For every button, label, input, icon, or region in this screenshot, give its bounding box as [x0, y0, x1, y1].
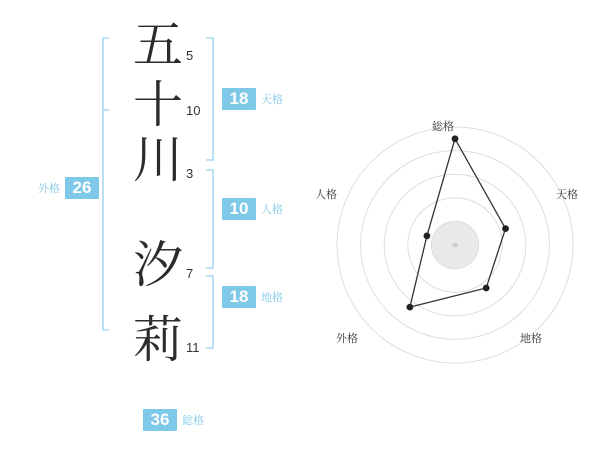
kanji-char-2: 十 [133, 77, 183, 133]
score-soukaku [143, 409, 204, 431]
kanji-char-3: 川 [133, 132, 183, 188]
score-jinkaku-value: 10 [222, 198, 256, 220]
radar-axis-label-tenkaku: 天格 [556, 189, 578, 201]
score-tenkaku-label: 天格 [261, 94, 283, 106]
score-soukaku-value: 36 [143, 409, 177, 431]
score-chikaku [222, 286, 283, 308]
stroke-count-2: 10 [186, 103, 201, 118]
score-chikaku-label: 地格 [261, 292, 283, 304]
score-gaikaku-value: 26 [65, 177, 99, 199]
score-jinkaku-label: 人格 [261, 204, 283, 216]
radar-chart [310, 100, 600, 390]
kanji-char-4: 汐 [133, 237, 183, 293]
score-gaikaku-label: 外格 [38, 183, 60, 195]
stroke-count-5: 11 [186, 340, 200, 355]
score-tenkaku-value: 18 [222, 88, 256, 110]
stroke-count-4: 7 [186, 266, 194, 281]
stroke-count-1: 5 [186, 48, 194, 63]
score-chikaku-value: 18 [222, 286, 256, 308]
kanji-char-5: 莉 [133, 312, 183, 368]
score-tenkaku [222, 88, 283, 110]
radar-axis-label-jinkaku: 人格 [315, 189, 337, 201]
score-soukaku-label: 総格 [182, 415, 204, 427]
radar-axis-label-soukaku: 総格 [432, 121, 454, 133]
score-jinkaku [222, 198, 283, 220]
radar-axis-label-chikaku: 地格 [520, 333, 542, 345]
score-gaikaku [38, 177, 99, 199]
stroke-count-3: 3 [186, 166, 194, 181]
kanji-char-1: 五 [133, 17, 183, 73]
radar-chart-svg [310, 100, 600, 390]
radar-axis-label-gaikaku: 外格 [336, 333, 358, 345]
